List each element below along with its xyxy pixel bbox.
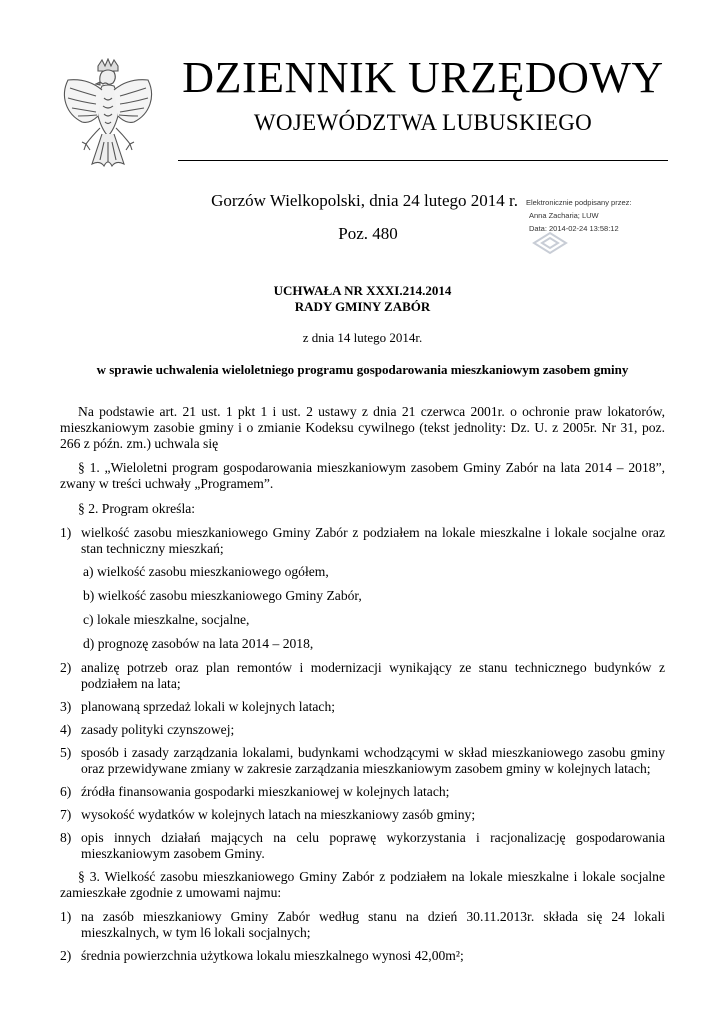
list-item — [60, 948, 665, 964]
list-item-text: wielkość zasobu mieszkaniowego Gminy Zabór z podziałem na lokale mieszkalne i lokale socjalne oraz stan techniczny mieszkań; — [81, 525, 665, 556]
list-item — [60, 745, 665, 777]
list-item — [60, 784, 665, 800]
list-item — [60, 909, 665, 941]
list-item — [60, 660, 665, 692]
resolution-date: z dnia 14 lutego 2014r. — [302, 330, 423, 345]
document-body — [60, 404, 665, 971]
list-item-text: źródła finansowania gospodarki mieszkaniowej w kolejnych latach; — [81, 784, 450, 799]
sub-item: b) wielkość zasobu mieszkaniowego Gminy Zabór, — [83, 588, 362, 603]
list-item — [60, 525, 665, 557]
list-item-number: 2) — [60, 948, 72, 963]
list-item-number: 1) — [60, 525, 72, 540]
signature-line-1: Elektronicznie podpisany przez: — [526, 198, 632, 207]
list-item-text: zasady polityki czynszowej; — [81, 722, 235, 737]
signature-stamp-icon — [530, 230, 570, 256]
position-number-row — [178, 224, 518, 244]
position-number: Poz. 480 — [338, 224, 398, 243]
list-item-number: 3) — [60, 699, 72, 714]
list-item-number: 1) — [60, 909, 72, 924]
list-item-text: opis innych działań mających na celu poprawę wykorzystania i racjonalizację gospodarowania mieszkaniowym zasobem Gminy. — [81, 830, 665, 861]
list-item-number: 4) — [60, 722, 72, 737]
signature-line-3: Data: 2014-02-24 13:58:12 — [529, 224, 619, 233]
paragraph-3: § 3. Wielkość zasobu mieszkaniowego Gminy Zabór z podziałem na lokale mieszkalne i lokale socjalne zamieszkałe zgodnie z umowami najmu: — [60, 869, 665, 900]
list-item — [60, 807, 665, 823]
list-item-number: 7) — [60, 807, 72, 822]
list-item-text: na zasób mieszkaniowy Gminy Zabór według stanu na dzień 30.11.2013r. składa się 24 lokali mieszkalnych, w tym l6 lokali socjalnych; — [81, 909, 665, 940]
journal-title: DZIENNIK URZĘDOWY — [182, 53, 664, 102]
preamble: Na podstawie art. 21 ust. 1 pkt 1 i ust. 2 ustawy z dnia 21 czerwca 2001r. o ochronie praw lokatorów, mieszkaniowym zasobie gminy i o zmianie Kodeksu cywilnego (tekst jednolity: Dz. U. z 2005r. Nr 31, poz. 266 z późn. zm.) uchwala się — [60, 404, 665, 451]
journal-subtitle: WOJEWÓDZTWA LUBUSKIEGO — [253, 110, 593, 135]
place-date: Gorzów Wielkopolski, dnia 24 lutego 2014 r. — [211, 191, 518, 210]
list-item-text: wysokość wydatków w kolejnych latach na mieszkaniowy zasób gminy; — [81, 807, 476, 822]
polish-eagle-emblem-icon — [60, 58, 156, 170]
list-item — [60, 722, 665, 738]
list-item — [60, 830, 665, 862]
resolution-issuer: RADY GMINY ZABÓR — [294, 299, 431, 314]
resolution-number: UCHWAŁA NR XXXI.214.2014 — [273, 283, 452, 298]
header-divider — [178, 160, 668, 161]
sub-item: c) lokale mieszkalne, socjalne, — [83, 612, 250, 627]
list-item — [60, 699, 665, 715]
list-item-text: planowaną sprzedaż lokali w kolejnych latach; — [81, 699, 336, 714]
resolution-subject: w sprawie uchwalenia wieloletniego programu gospodarowania mieszkaniowym zasobem gminy — [96, 362, 629, 377]
list-item-number: 8) — [60, 830, 72, 845]
paragraph-2: § 2. Program określa: — [78, 501, 196, 516]
sub-item: d) prognozę zasobów na lata 2014 – 2018, — [83, 636, 314, 651]
list-item-number: 6) — [60, 784, 72, 799]
list-item-text: średnia powierzchnia użytkowa lokalu mieszkalnego wynosi 42,00m²; — [81, 948, 464, 963]
paragraph-1: § 1. „Wieloletni program gospodarowania mieszkaniowym zasobem Gminy Zabór na lata 2014 – 2018”, zwany w treści uchwały „Programem”. — [60, 460, 665, 491]
list-item-number: 5) — [60, 745, 72, 760]
signature-line-2: Anna Zacharia; LUW — [529, 211, 599, 220]
list-item-text: sposób i zasady zarządzania lokalami, budynkami wchodzącymi w skład mieszkaniowego zasobu gminy oraz przewidywane zmiany w zakresie zarządzania mieszkaniowym zasobem gminy w kolejnych latach; — [81, 745, 665, 776]
sub-item: a) wielkość zasobu mieszkaniowego ogółem, — [83, 564, 329, 579]
list-item-number: 2) — [60, 660, 72, 675]
list-item-text: analizę potrzeb oraz plan remontów i modernizacji wynikający ze stanu technicznego budynków z podziałem na lata; — [81, 660, 665, 691]
